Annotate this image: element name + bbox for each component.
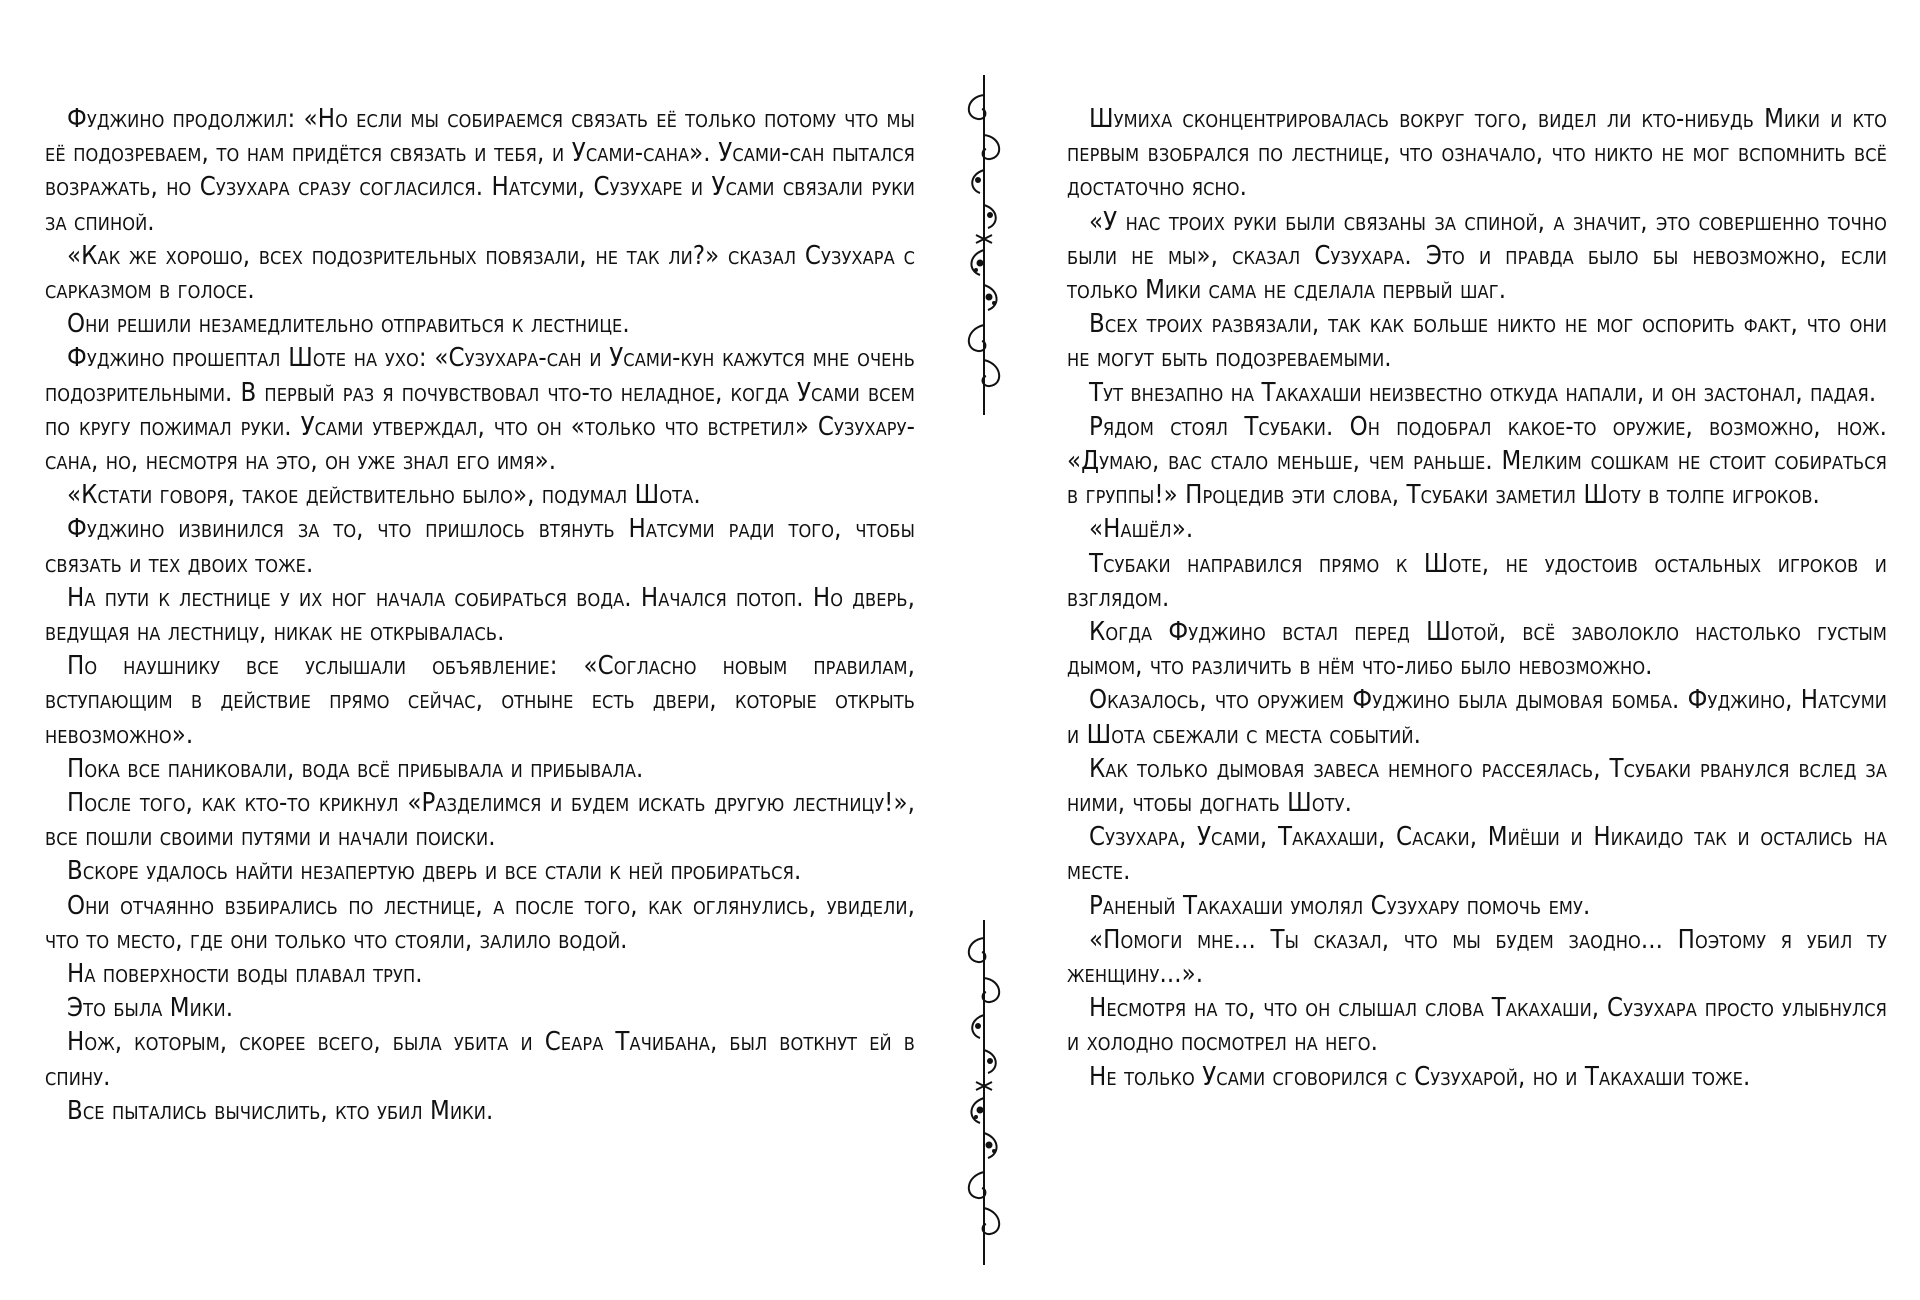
left-paragraph-10: После того, как кто-то крикнул «Разделимся и будем искать другую лестницу!», все пошли своими путями и начали поиски. [45,788,915,853]
left-paragraph-5: «Кстати говоря, такое действительно было», подумал Шота. [67,480,701,511]
left-paragraph-4: Фуджино прошептал Шоте на ухо: «Сузухара-сан и Усами-кун кажутся мне очень подозрительными. В первый раз я почувствовал что-то неладное, когда Усами всем по кругу пожимал руки. Усами утверждал, что он «только что встретил» Сузухару-сана, но, несмотря на это, он уже знал его имя». [45,343,915,477]
left-paragraph-1: Фуджино продолжил: «Но если мы собираемся связать её только потому что мы её подозреваем, то нам придётся связать и тебя, и Усами-сана». Усами-сан пытался возражать, но Сузухара сразу согласился. Натсуми, Сузухаре и Усами связали руки за спиной. [45,104,915,237]
left-paragraph-6: Фуджино извинился за то, что пришлось втянуть Натсуми ради того, чтобы связать и тех двоих тоже. [45,514,915,579]
left-paragraph-16: Все пытались вычислить, кто убил Мики. [67,1095,494,1126]
left-paragraph-15: Нож, которым, скорее всего, была убита и Сеара Тачибана, был воткнут ей в спину. [45,1027,915,1092]
left-paragraph-12: Они отчаянно взбирались по лестнице, а после того, как оглянулись, увидели, что то место, где они только что стояли, залило водой. [45,890,915,955]
right-paragraph-3: Всех троих развязали, так как больше никто не мог оспорить факт, что они не могут быть подозреваемыми. [1067,309,1887,374]
right-paragraph-12: Раненый Такахаши умолял Сузухару помочь ему. [1089,890,1591,921]
right-paragraph-2: «У нас троих руки были связаны за спиной, а значит, это совершенно точно были не мы», сказал Сузухара. Это и правда было бы невозможно, если только Мики сама не сделала первый шаг. [1067,206,1887,306]
right-paragraph-6: «Нашёл». [1089,514,1194,545]
left-paragraph-13: На поверхности воды плавал труп. [67,959,423,990]
right-paragraph-1: Шумиха сконцентрировалась вокруг того, видел ли кто-нибудь Мики и кто первым взобрался по лестнице, что означало, что никто не мог вспомнить всё достаточно ясно. [1067,104,1887,203]
right-paragraph-14: Несмотря на то, что он слышал слова Такахаши, Сузухара просто улыбнулся и холодно посмотрел на него. [1067,993,1887,1058]
floral-divider-bottom-icon [954,920,1014,1265]
right-paragraph-9: Оказалось, что оружием Фуджино была дымовая бомба. Фуджино, Натсуми и Шота сбежали с места событий. [1067,685,1887,750]
floral-divider-top-icon [954,75,1014,415]
left-paragraph-3: Они решили незамедлительно отправиться к лестнице. [67,309,630,340]
left-paragraph-7: На пути к лестнице у их ног начала собираться вода. Начался потоп. Но дверь, ведущая на лестницу, никак не открывалась. [45,582,915,648]
right-paragraph-13: «Помоги мне... Ты сказал, что мы будем заодно... Поэтому я убил ту женщину...». [1067,924,1887,990]
right-paragraph-15: Не только Усами сговорился с Сузухарой, но и Такахаши тоже. [1089,1061,1751,1092]
left-paragraph-2: «Как же хорошо, всех подозрительных повязали, не так ли?» сказал Сузухара с сарказмом в голосе. [45,240,915,306]
right-paragraph-11: Сузухара, Усами, Такахаши, Сасаки, Миёши и Никаидо так и остались на месте. [1067,822,1887,887]
left-paragraph-11: Вскоре удалось найти незапертую дверь и все стали к ней пробираться. [67,856,802,887]
left-paragraph-9: Пока все паниковали, вода всё прибывала и прибывала. [67,753,644,784]
left-page-text [45,102,915,1128]
right-paragraph-8: Когда Фуджино встал перед Шотой, всё заволокло настолько густым дымом, что различить в нём что-либо было невозможно. [1067,617,1887,682]
left-paragraph-14: Это была Мики. [67,993,234,1024]
left-paragraph-8: По наушнику все услышали объявление: «Согласно новым правилам, вступающим в действие прямо сейчас, отныне есть двери, которые открыть невозможно». [45,651,915,750]
right-page-text [1067,102,1887,1094]
right-paragraph-7: Тсубаки направился прямо к Шоте, не удостоив остальных игроков и взглядом. [1067,548,1887,613]
right-paragraph-4: Тут внезапно на Такахаши неизвестно откуда напали, и он застонал, падая. [1089,377,1877,408]
right-paragraph-5: Рядом стоял Тсубаки. Он подобрал какое-то оружие, возможно, нож. «Думаю, вас стало меньше, чем раньше. Мелким сошкам не стоит собираться в группы!» Процедив эти слова, Тсубаки заметил Шоту в толпе игроков. [1067,411,1887,511]
right-paragraph-10: Как только дымовая завеса немного рассеялась, Тсубаки рванулся вслед за ними, чтобы догнать Шоту. [1067,753,1887,819]
